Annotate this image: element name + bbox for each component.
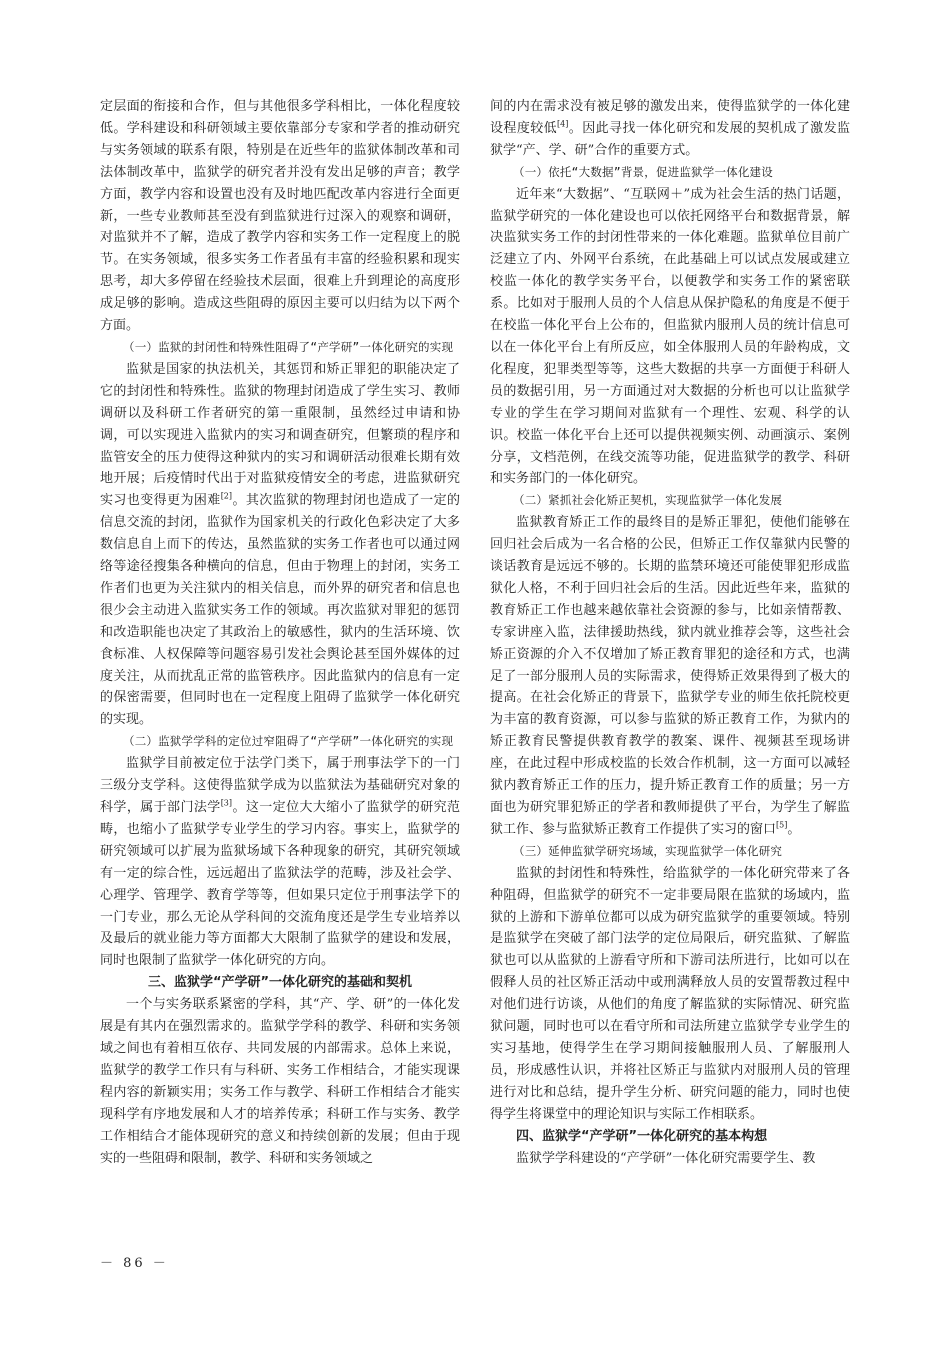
citation-ref: [3] [220,798,233,808]
paragraph: 近年来“大数据”、“互联网＋”成为社会生活的热门话题，监狱学研究的一体化建设也可以依托网络平台和数据背景，解决监狱实务工作的封闭性带来的一体化难题。监狱单位目前广泛建立了内、外网平台系统，在此基础上可以试点发展或建立校监一体化的教学实务平台，以便教学和实务工作的紧密联系。比如对于服刑人员的个人信息从保护隐私的角度是不便于在校监一体化平台上公布的，但监狱内服刑人员的统计信息可以在一体化平台上有所反应，如全体服刑人员的年龄构成，文化程度，犯罪类型等等，这些大数据的共享一方面便于科研人员的数据引用，另一方面通过对大数据的分析也可以让监狱学专业的学生在学习期间对监狱有一个理性、宏观、科学的认识。校监一体化平台上还可以提供视频实例、动画演示、案例分享，文档范例，在线交流等功能，促进监狱学的教学、科研和实务部门的一体化研究。 [490,186,850,487]
paragraph-text: 监狱是国家的执法机关，其惩罚和矫正罪犯的职能决定了它的封闭性和特殊性。监狱的物理封闭造成了学生实习、教师调研以及科研工作者研究的第一重限制，虽然经过申请和协调，可以实现进入监狱内的实习和调查研究，但繁琐的程序和监管安全的压力使得这种狱内的实习和调研活动很难长期有效地开展；后疫情时代出于对监狱疫情安全的考虑，进监狱研究实习也变得更为困难 [100,361,460,509]
section-heading-4: 四、监狱学“产学研”一体化研究的基本构想 [516,1128,768,1144]
paragraph-text: 监狱学目前被定位于法学门类下，属于刑事法学下的一门三级分支学科。这使得监狱学成为以监狱法为基础研究对象的科学，属于部门法学 [100,756,460,815]
citation-ref: [5] [776,820,788,830]
citation-ref: [4] [557,119,569,129]
paragraph [490,512,850,841]
paragraph: 定层面的衔接和合作，但与其他很多学科相比，一体化程度较低。学科建设和科研领域主要依靠部分专家和学者的推动研究与实务领域的联系有限，特别是在近些年的监狱体制改革和司法体制改革中，监狱学的研究者并没有发出足够的声音；教学方面，教学内容和设置也没有及时地匹配改革内容进行全面更新，一些专业教师甚至没有到监狱进行过深入的观察和调研，对监狱并不了解，造成了教学内容和实务工作一定程度上的脱节。在实务领域，很多实务工作者虽有丰富的经验积累和现实思考，却大多停留在经验技术层面，很难上升到理论的高度形成足够的影响。造成这些阻碍的原因主要可以归结为以下两个方面。 [100,99,460,334]
subsection-heading-2: （二）监狱学学科的定位过窄阻碍了“产学研”一体化研究的实现 [123,734,454,749]
section-heading-3: 三、监狱学“产学研”一体化研究的基础和契机 [147,975,413,991]
paragraph [490,96,850,162]
paragraph: 一个与实务联系紧密的学科，其“产、学、研”的一体化发展是有其内在强烈需求的。监狱学学科的教学、科研和实务领域之间也有着相互依存、共同发展的内部需求。总体上来说，监狱学的教学工作只有与科研、实务工作相结合，才能实现课程内容的新颖实用；实务工作与教学、科研工作相结合才能实现科学有序地发展和人才的培养传承；科研工作与实务、教学工作相结合才能体现研究的意义和持续创新的发展；但由于现实的一些阻碍和限制，教学、科研和实务领域之 [100,997,460,1166]
paragraph [100,753,460,972]
paragraph [100,359,460,731]
paragraph-text: 。这一定位大大缩小了监狱学的研究范畴，也缩小了监狱学专业学生的学习内容。事实上，监狱学的研究领域可以扩展为监狱场域下各种现象的研究，其研究领域有一定的综合性，远远超出了监狱法学的范畴，涉及社会学、心理学、管理学、教育学等等，但如果只定位于刑事法学下的一门专业，那么无论从学科间的交流角度还是学生专业培养以及最后的就业能力等方面都大大限制了监狱学的建设和发展，同时也限制了监狱学一体化研究的方向。 [100,800,460,969]
subsection-heading-1: （一）监狱的封闭性和特殊性阻碍了“产学研”一体化研究的实现 [123,339,454,354]
paragraph: 监狱的封闭性和特殊性，给监狱学的一体化研究带来了各种阻碍，但监狱学的研究不一定非要局限在监狱的场域内，监狱的上游和下游单位都可以成为研究监狱学的重要领域。特别是监狱学在突破了部门法学的定位局限后，研究监狱、了解监狱也可以从监狱的上游看守所和下游司法所进行，比如可以在假释人员的社区矫正活动中或刑满释放人员的安置帮教过程中对他们进行访谈，从他们的角度了解监狱的实际情况、研究监狱问题，同时也可以在看守所和司法所建立监狱学专业学生的实习基地，使得学生在学习期间接触服刑人员、了解服刑人员，形成感性认识，并将社区矫正与监狱内对服刑人员的管理进行对比和总结，提升学生分析、研究问题的能力，同时也使得学生将课堂中的理论知识与实际工作相联系。 [490,865,850,1122]
paragraph-text: 。其次监狱的物理封闭也造成了一定的信息交流的封闭，监狱作为国家机关的行政化色彩决定了大多数信息自上而下的传达，虽然监狱的实务工作者也可以通过网络等途径搜集各种横向的信息，但由于物理上的封闭，实务工作者们也更为关注狱内的相关信息，而外界的研究者和信息也很少会主动进入监狱实务工作的领域。再次监狱对罪犯的惩罚和改造职能也决定了其政治上的敏感性，狱内的生活环境、饮食标准、人权保障等问题容易引发社会舆论甚至国外媒体的过度关注，从而扰乱正常的监管秩序。因此监狱内的信息有一定的保密需要，但同时也在一定程度上阻碍了监狱学一体化研究的实现。 [100,493,460,728]
paragraph: 监狱学学科建设的“产学研”一体化研究需要学生、教 [516,1150,816,1166]
right-column [490,96,850,1169]
page-number: － 86 － [100,1256,169,1271]
paragraph-text: 。因此寻找一体化研究和发展的契机成了激发监狱学“产、学、研”合作的重要方式。 [490,120,850,158]
paragraph-text: 监狱教育矫正工作的最终目的是矫正罪犯，使他们能够在回归社会后成为一名合格的公民，但矫正工作仅靠狱内民警的谈话教育是远远不够的。长期的监禁环境还可能使罪犯形成监狱化人格，不利于回归社会后的生活。因此近些年来，监狱的教育矫正工作也越来越依靠社会资源的参与，比如亲情帮教、专家讲座入监，法律援助热线，狱内就业推荐会等，这些社会矫正资源的介入不仅增加了矫正教育罪犯的途径和方式，也满足了一部分服刑人员的实际需求，使得矫正效果得到了极大的提高。在社会化矫正的背景下，监狱学专业的师生依托院校更为丰富的教育资源，可以参与监狱的矫正教育工作，为狱内的矫正教育民警提供教育教学的教案、课件、视频甚至现场讲座，在此过程中形成校监的长效合作机制，这一方面可以减轻狱内教育矫正工作的压力，提升矫正教育工作的质量；另一方面也为研究罪犯矫正的学者和教师提供了平台，为学生了解监狱工作、参与监狱矫正教育工作提供了实习的窗口 [490,515,850,837]
left-column [100,96,460,1169]
subsection-heading-1: （一）依托“大数据”背景，促进监狱学一体化建设 [513,164,773,179]
paragraph-text: 间的内在需求没有被足够的激发出来，使得监狱学的一体化建设程度较低 [490,99,850,136]
subsection-heading-3: （三）延伸监狱学研究场域，实现监狱学一体化研究 [513,843,783,858]
citation-ref: [2] [220,491,233,501]
paragraph-text: 。 [787,821,801,837]
subsection-heading-2: （二）紧抓社会化矫正契机，实现监狱学一体化发展 [513,493,783,508]
